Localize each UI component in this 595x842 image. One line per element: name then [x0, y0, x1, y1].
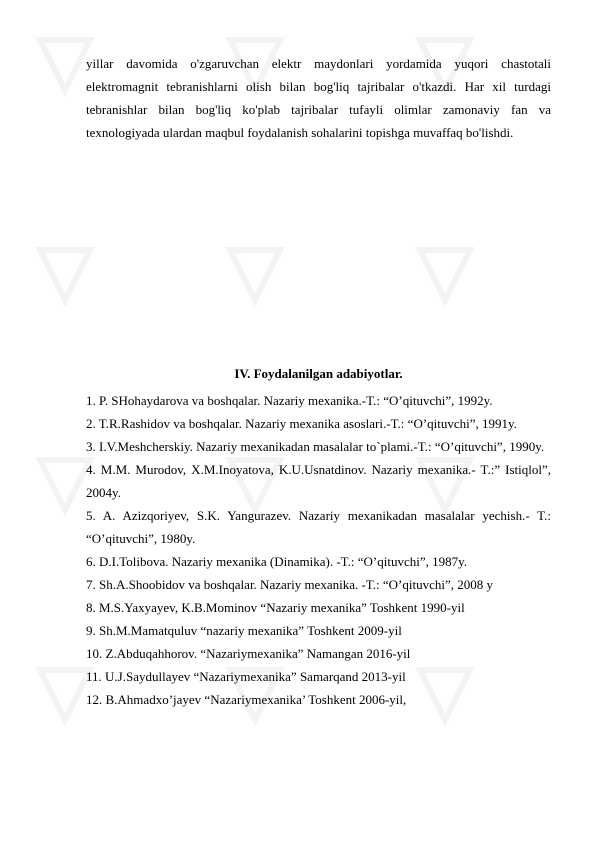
- reference-item: 11. U.J.Saydullayev “Nazariymexanika” Samarqand 2013-yil: [86, 669, 406, 684]
- reference-item: 2. T.R.Rashidov va boshqalar. Nazariy mexanika asoslari.-T.: “O’qituvchi”, 1991y.: [86, 416, 517, 431]
- intro-paragraph: yillar davomida o'zgaruvchan elektr maydonlari yordamida yuqori chastotali elektromagnit tebranishlarni olish bilan bog'liq tajribalar o'tkazdi. Har xil turdagi tebranishlar bilan bog'liq ko'plab tajribalar tufayli olimlar zamonaviy fan va texnologiyada ulardan maqbul foydalanish sohalarini topishga muvaffaq bo'lishdi.: [86, 56, 551, 140]
- reference-item: 7. Sh.A.Shoobidov va boshqalar. Nazariy mexanika. -T.: “O’qituvchi”, 2008 y: [86, 577, 494, 592]
- references-heading: IV. Foydalanilgan adabiyotlar.: [234, 366, 403, 381]
- reference-item: 1. P. SHohaydarova va boshqalar. Nazariy mexanika.-T.: “O’qituvchi”, 1992y.: [86, 393, 493, 408]
- reference-item: 9. Sh.M.Mamatquluv “nazariy mexanika” Toshkent 2009-yil: [86, 623, 402, 638]
- references-list: [86, 389, 551, 711]
- reference-item: 3. I.V.Meshcherskiy. Nazariy mexanikadan masalalar to`plami.-T.: “O’qituvchi”, 1990y.: [86, 439, 545, 454]
- reference-item: 6. D.I.Tolibova. Nazariy mexanika (Dinamika). -T.: “O’qituvchi”, 1987y.: [86, 554, 468, 569]
- reference-item: 12. B.Ahmadxo’jayev “Nazariymexanika’ Toshkent 2006-yil,: [86, 692, 407, 707]
- reference-item: 10. Z.Abduqahhorov. “Nazariymexanika” Namangan 2016-yil: [86, 646, 411, 661]
- reference-item: 4. M.M. Murodov, X.M.Inoyatova, K.U.Usnatdinov. Nazariy mexanika.- T.:” Istiqlol”, 2004y.: [86, 462, 551, 500]
- reference-item: 5. A. Azizqoriyev, S.K. Yangurazev. Nazariy mexanikadan masalalar yechish.- T.: “O’qituvchi”, 1980y.: [86, 508, 551, 546]
- reference-item: 8. M.S.Yaxyayev, K.B.Mominov “Nazariy mexanika” Toshkent 1990-yil: [86, 600, 465, 615]
